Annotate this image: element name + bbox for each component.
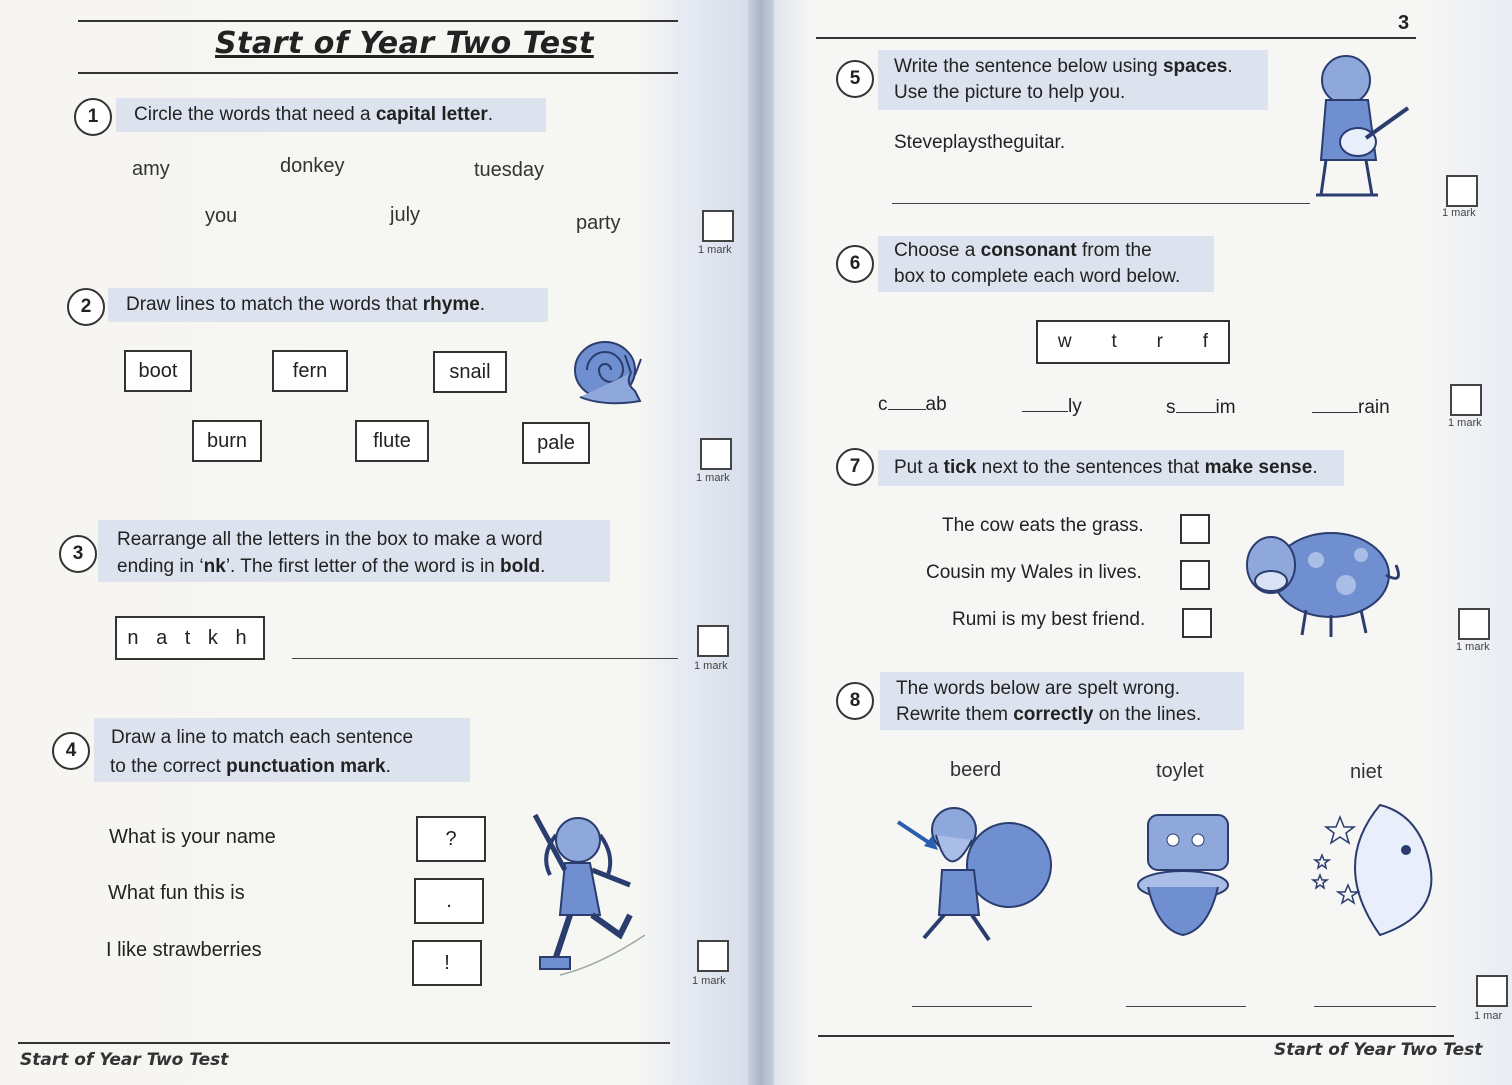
q1-word[interactable]: party — [576, 212, 621, 234]
q5-mark-box[interactable] — [1446, 175, 1478, 207]
gap-after: ly — [1068, 396, 1082, 417]
q7-mark-box[interactable] — [1458, 608, 1490, 640]
q7-instruction — [894, 455, 1318, 481]
q4-bold: punctuation mark — [226, 756, 386, 777]
punctuation-box[interactable]: ? — [416, 816, 486, 862]
top-rule — [78, 20, 678, 22]
q1-word[interactable]: you — [205, 205, 238, 227]
q6-line2: box to complete each word below. — [894, 266, 1181, 287]
consonant-box — [1036, 320, 1230, 364]
gap-before: c — [878, 394, 888, 415]
left-page — [0, 0, 748, 1085]
q8-text: Rewrite them — [896, 704, 1014, 725]
q1-word[interactable]: july — [390, 204, 421, 226]
q5-mark-label: 1 mark — [1442, 207, 1476, 219]
q6-text: Choose a — [894, 240, 981, 261]
rhyme-word-box[interactable]: snail — [433, 351, 507, 393]
q7-sentence: Cousin my Wales in lives. — [926, 562, 1142, 583]
consonant-letter: w — [1057, 331, 1072, 352]
q8-answer-line[interactable] — [1314, 1006, 1436, 1007]
q7-text-b: next to the sentences that — [976, 457, 1205, 478]
consonant-letter: f — [1202, 331, 1209, 352]
q4-sentence[interactable]: What fun this is — [108, 882, 245, 904]
q7-number: 7 — [836, 448, 874, 486]
footer-rule — [18, 1042, 670, 1044]
letter-box: n a t k h — [115, 616, 265, 660]
rhyme-word-box[interactable]: pale — [522, 422, 590, 464]
q3-text-c: . — [540, 556, 546, 577]
q4-text: to the correct — [110, 756, 227, 777]
gap-word[interactable] — [878, 394, 947, 416]
q6-bold: consonant — [980, 240, 1077, 261]
gap-word[interactable] — [1312, 397, 1390, 419]
q1-post: . — [487, 104, 494, 125]
page-title: Start of Year Two Test — [215, 26, 594, 61]
q2-text: Draw lines to match the words that — [126, 294, 423, 315]
tick-box[interactable] — [1180, 560, 1210, 590]
q1-mark-label: 1 mark — [698, 244, 732, 256]
tick-box[interactable] — [1180, 514, 1210, 544]
q3-text-a: ending in ‘ — [117, 556, 204, 577]
top-rule — [816, 37, 1416, 39]
q8-bold: correctly — [1013, 704, 1094, 725]
q2-bold: rhyme — [422, 294, 480, 315]
q7-text-a: Put a — [894, 457, 944, 478]
gap-after: rain — [1358, 397, 1390, 418]
footer-rule — [818, 1035, 1454, 1037]
q1-instruction — [134, 102, 493, 128]
q4-line1: Draw a line to match each sentence — [111, 727, 414, 748]
q6-line1 — [894, 238, 1152, 264]
rhyme-word-box[interactable]: boot — [124, 350, 192, 392]
q7-sentence: The cow eats the grass. — [942, 515, 1144, 536]
q4-sentence[interactable]: What is your name — [109, 826, 276, 848]
q8-line2 — [896, 702, 1201, 728]
misspelt-word: toylet — [1156, 760, 1204, 782]
q5-answer-line[interactable] — [892, 203, 1310, 204]
q3-mark-label: 1 mark — [694, 660, 728, 672]
q3-answer-line[interactable] — [292, 658, 678, 659]
q2-mark-label: 1 mark — [696, 472, 730, 484]
q5-number: 5 — [836, 60, 874, 98]
gap-blank[interactable] — [888, 409, 926, 410]
q4-post: . — [385, 756, 391, 777]
q2-mark-box[interactable] — [700, 438, 732, 470]
q5-line1 — [894, 54, 1233, 80]
skater-illustration — [520, 795, 650, 990]
moon-illustration — [1310, 795, 1440, 945]
q5-sentence: Steveplaystheguitar. — [894, 132, 1066, 153]
consonant-letter: r — [1156, 331, 1163, 352]
q4-sentence[interactable]: I like strawberries — [106, 939, 262, 961]
q3-bold-a: nk — [203, 556, 226, 577]
rhyme-word-box[interactable]: fern — [272, 350, 348, 392]
q8-line1: The words below are spelt wrong. — [896, 678, 1181, 699]
cow-illustration — [1236, 515, 1406, 640]
misspelt-word: beerd — [950, 759, 1002, 781]
q4-mark-box[interactable] — [697, 940, 729, 972]
gap-blank[interactable] — [1022, 411, 1068, 412]
title-rule — [78, 72, 678, 74]
q6-mark-label: 1 mark — [1448, 417, 1482, 429]
q2-number: 2 — [67, 288, 105, 326]
right-footer: Start of Year Two Test — [1274, 1040, 1483, 1060]
gap-blank[interactable] — [1312, 412, 1358, 413]
q7-mark-label: 1 mark — [1456, 641, 1490, 653]
left-footer: Start of Year Two Test — [20, 1050, 229, 1070]
right-page — [774, 0, 1512, 1085]
q5-bold: spaces — [1162, 56, 1228, 77]
q7-bold-a: tick — [943, 457, 977, 478]
q7-text-c: . — [1312, 457, 1318, 478]
q1-mark-box[interactable] — [702, 210, 734, 242]
q8-post: on the lines. — [1093, 704, 1202, 725]
q8-mark-label: 1 mar — [1474, 1010, 1503, 1022]
toilet-illustration — [1128, 805, 1248, 945]
q8-answer-line[interactable] — [1126, 1006, 1246, 1007]
q4-number: 4 — [52, 732, 90, 770]
q5-line2: Use the picture to help you. — [894, 82, 1126, 103]
q6-mark-box[interactable] — [1450, 384, 1482, 416]
q8-number: 8 — [836, 682, 874, 720]
q1-word[interactable]: tuesday — [474, 159, 545, 181]
q1-text: Circle the words that need a — [134, 104, 376, 125]
punctuation-box[interactable]: ! — [412, 940, 482, 986]
guitar-player-illustration — [1296, 50, 1416, 200]
gap-blank[interactable] — [1176, 412, 1216, 413]
q2-instruction — [126, 292, 485, 318]
consonant-letter: t — [1111, 331, 1117, 352]
q8-mark-box[interactable] — [1476, 975, 1508, 1007]
gap-after: im — [1215, 397, 1236, 418]
q1-number: 1 — [74, 98, 112, 136]
book-gutter — [748, 0, 774, 1085]
q1-word[interactable]: donkey — [280, 155, 345, 177]
q2-post: . — [479, 294, 486, 315]
q3-mark-box[interactable] — [697, 625, 729, 657]
rhyme-word-box[interactable]: flute — [355, 420, 429, 462]
q5-text: Write the sentence below using — [894, 56, 1163, 77]
rhyme-word-box[interactable]: burn — [192, 420, 262, 462]
page-number: 3 — [1398, 12, 1410, 34]
gap-word[interactable] — [1022, 396, 1082, 418]
punctuation-box[interactable]: . — [414, 878, 484, 924]
q3-line1: Rearrange all the letters in the box to make a word — [117, 529, 543, 550]
tick-box[interactable] — [1182, 608, 1212, 638]
q3-bold-b: bold — [500, 556, 541, 577]
gap-after: ab — [925, 394, 947, 415]
q1-bold: capital letter — [375, 104, 488, 125]
misspelt-word: niet — [1350, 761, 1383, 783]
q3-number: 3 — [59, 535, 97, 573]
gap-word[interactable] — [1166, 397, 1236, 419]
q4-line2 — [110, 754, 391, 780]
q4-mark-label: 1 mark — [692, 975, 726, 987]
q6-number: 6 — [836, 245, 874, 283]
q5-post: . — [1227, 56, 1233, 77]
q3-text-b: ’. The first letter of the word is in — [225, 556, 501, 577]
q8-answer-line[interactable] — [912, 1006, 1032, 1007]
q6-post: from the — [1076, 240, 1152, 261]
bearded-man-illustration — [894, 790, 1064, 945]
q7-sentence: Rumi is my best friend. — [952, 609, 1146, 630]
q1-word[interactable]: amy — [132, 158, 170, 180]
q7-bold-b: make sense — [1204, 457, 1313, 478]
q3-line2 — [117, 554, 545, 580]
gap-before: s — [1166, 397, 1176, 418]
snail-illustration — [565, 325, 645, 410]
